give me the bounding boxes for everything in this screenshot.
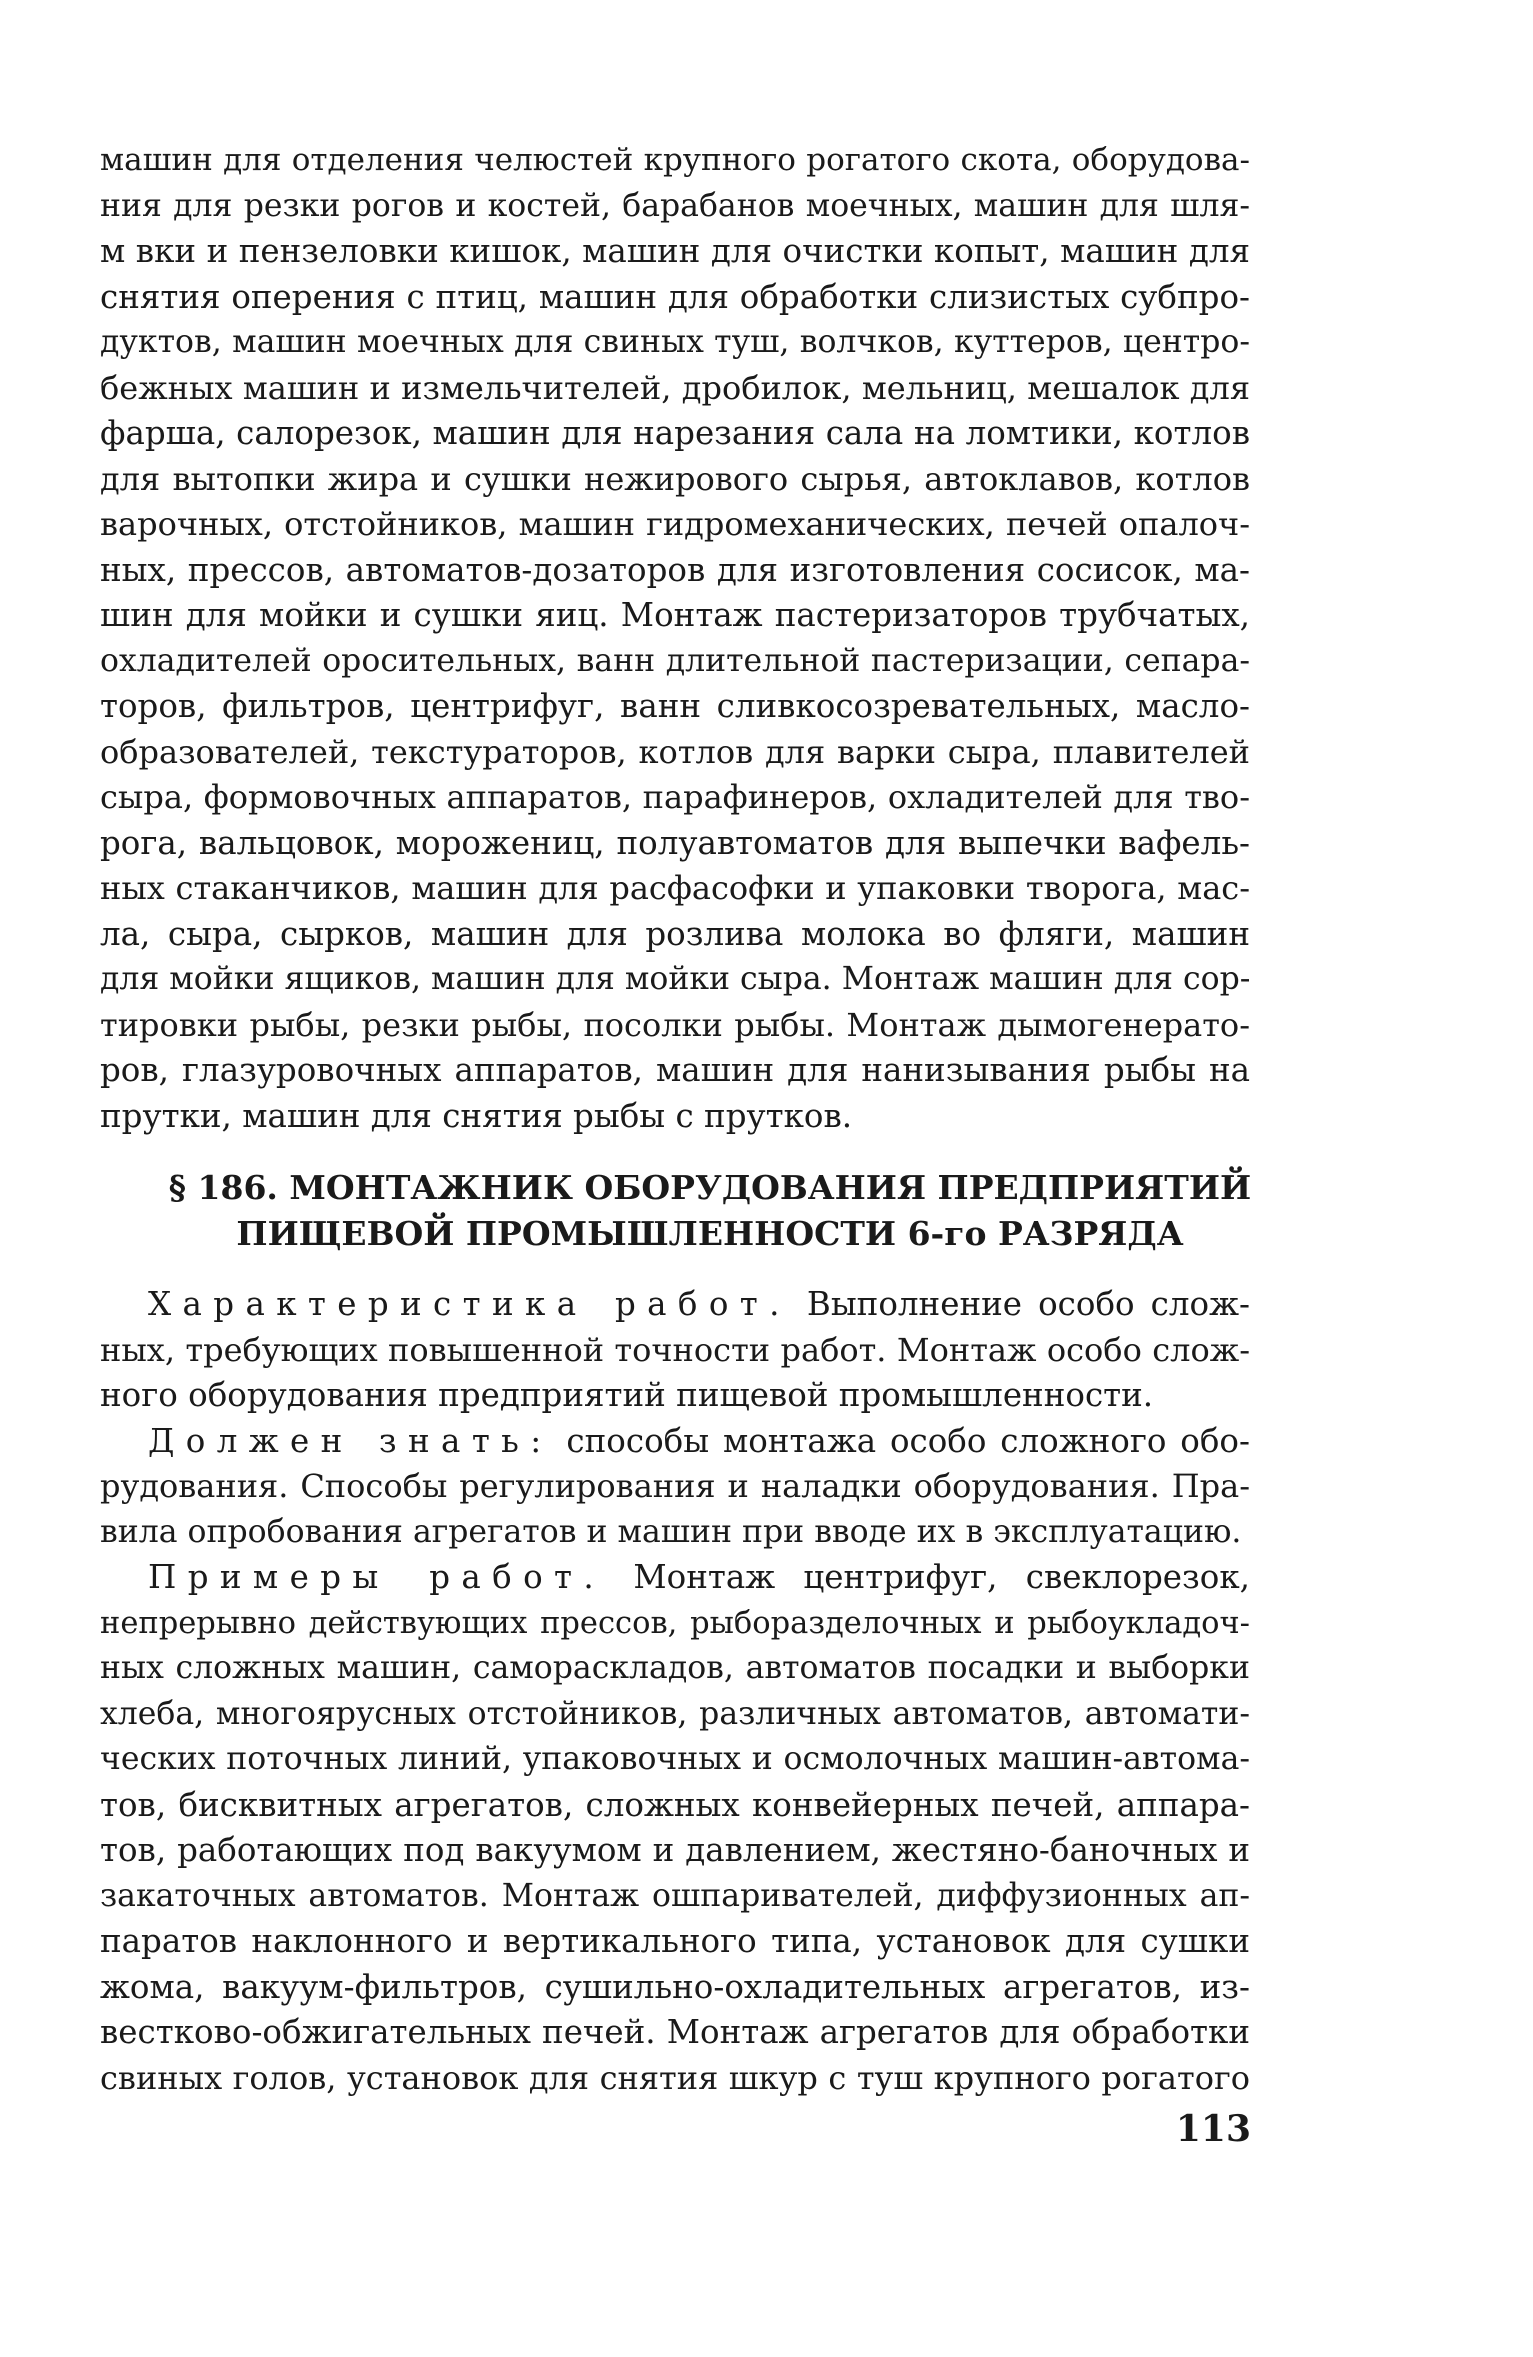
text-line: ров, глазуровочных аппаратов, машин для нанизывания рыбы на	[100, 1051, 1250, 1089]
text-line: ния для резки рогов и костей, барабанов моечных, машин для шля-	[100, 187, 1250, 224]
text-line: для мойки ящиков, машин для мойки сыра. Монтаж машин для сор-	[100, 961, 1251, 997]
text-line: шин для мойки и сушки яиц. Монтаж пастеризаторов трубчатых,	[100, 596, 1250, 634]
text-line: прутки, машин для снятия рыбы с прутков.	[100, 1096, 853, 1135]
text-line: рога, вальцовок, морожениц, полуавтоматов для выпечки вафель-	[100, 823, 1250, 862]
text-line: рудования. Способы регулирования и наладки оборудования. Пра-	[100, 1467, 1250, 1505]
text-line: торов, фильтров, центрифуг, ванн сливкосозревательных, масло-	[100, 687, 1250, 725]
text-line: ла, сыра, сырков, машин для розлива молока во фляги, машин	[100, 914, 1250, 953]
section-heading-line: § 186. МОНТАЖНИК ОБОРУДОВАНИЯ ПРЕДПРИЯТИЙ	[168, 1168, 1252, 1207]
section-body	[100, 1282, 1250, 2101]
text-line: м вки и пензеловки кишок, машин для очистки копыт, машин для	[100, 232, 1250, 270]
text-line: вила опробования агрегатов и машин при вводе их в эксплуатацию.	[100, 1513, 1242, 1550]
text-line: хлеба, многоярусных отстойников, различных автоматов, автомати-	[100, 1695, 1250, 1732]
text-line: бежных машин и измельчителей, дробилок, мельниц, мешалок для	[100, 368, 1250, 407]
body-paragraph-top	[100, 138, 1250, 1139]
text-line: ческих поточных линий, упаковочных и осмолочных машин-автома-	[100, 1741, 1250, 1777]
text-line: вестково-обжигательных печей. Монтаж агрегатов для обработки	[100, 2013, 1250, 2051]
text-line: ного оборудования предприятий пищевой промышленности.	[100, 1376, 1154, 1414]
text-line: сыра, формовочных аппаратов, парафинеров, охладителей для тво-	[100, 778, 1250, 816]
text-line: тов, работающих под вакуумом и давлением, жестяно-баночных и	[100, 1831, 1250, 1869]
must-know-label: Должен знать:	[148, 1421, 553, 1460]
text-line: непрерывно действующих прессов, рыборазделочных и рыбоукладоч-	[100, 1605, 1250, 1641]
text-line: охладителей оросительных, ванн длительной пастеризации, сепара-	[100, 642, 1250, 679]
must-know-text: способы монтажа особо сложного обо-	[552, 1421, 1250, 1460]
text-line: тировки рыбы, резки рыбы, посолки рыбы. Монтаж дымогенерато-	[100, 1005, 1250, 1044]
text-line: образователей, текстураторов, котлов для варки сыра, плавителей	[100, 732, 1250, 771]
text-line: ных сложных машин, самораскладов, автоматов посадки и выборки	[100, 1650, 1250, 1686]
characteristic-label: Характеристика работ.	[148, 1285, 791, 1323]
characteristic-line	[100, 1282, 1250, 1328]
page-number: 113	[1175, 2108, 1251, 2150]
text-line: ных стаканчиков, машин для расфасофки и упаковки творога, мас-	[100, 869, 1250, 907]
text-line: тов, бисквитных агрегатов, сложных конвейерных печей, аппара-	[100, 1785, 1250, 1824]
text-line: свиных голов, установок для снятия шкур с туш крупного рогатого	[100, 2058, 1250, 2097]
text-line: варочных, отстойников, машин гидромеханических, печей опалоч-	[100, 505, 1250, 543]
text-line: ных, прессов, автоматов-дозаторов для изготовления сосисок, ма-	[100, 550, 1250, 589]
text-line: закаточных автоматов. Монтаж ошпаривателей, диффузионных ап-	[100, 1877, 1250, 1914]
text-line: фарша, салорезок, машин для нарезания сала на ломтики, котлов	[100, 414, 1250, 452]
section-heading-line: ПИЩЕВОЙ ПРОМЫШЛЕННОСТИ 6-го РАЗРЯДА	[236, 1214, 1184, 1253]
characteristic-text: Выполнение особо слож-	[790, 1285, 1250, 1323]
text-line: для вытопки жира и сушки нежирового сырья, автоклавов, котлов	[100, 459, 1250, 498]
examples-label: Примеры работ.	[148, 1558, 606, 1596]
must-know-line	[100, 1419, 1250, 1465]
text-line: дуктов, машин моечных для свиных туш, волчков, куттеров, центро-	[100, 324, 1250, 360]
examples-text: Монтаж центрифуг, свеклорезок,	[605, 1558, 1250, 1596]
text-line: паратов наклонного и вертикального типа, установок для сушки	[100, 1922, 1250, 1960]
text-line: машин для отделения челюстей крупного рогатого скота, оборудова-	[100, 142, 1250, 178]
text-line: жома, вакуум-фильтров, сушильно-охладительных агрегатов, из-	[100, 1967, 1250, 2006]
examples-line	[100, 1555, 1250, 1601]
section-heading	[160, 1165, 1260, 1257]
text-line: снятия оперения с птиц, машин для обработки слизистых субпро-	[100, 277, 1250, 316]
text-line: ных, требующих повышенной точности работ. Монтаж особо слож-	[100, 1330, 1250, 1369]
